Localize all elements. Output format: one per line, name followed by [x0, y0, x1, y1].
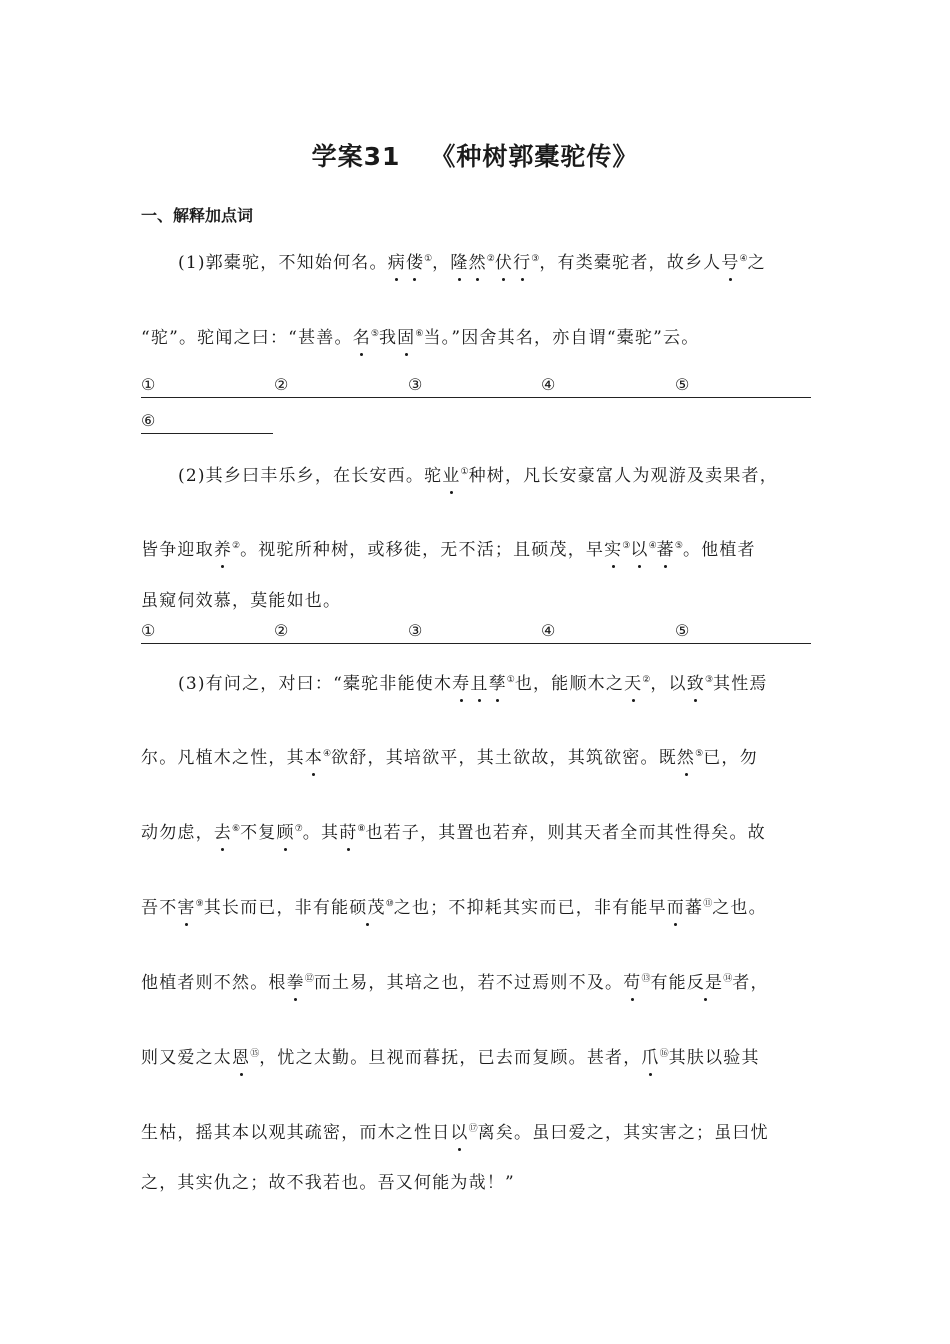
answer-row-1b[interactable] [141, 411, 273, 434]
note-number: ⑰ [468, 1124, 478, 1134]
dotted-word: 号 [721, 253, 740, 273]
note-number: ① [506, 675, 515, 685]
dotted-word: 业 [442, 466, 461, 486]
dotted-word: 硕茂 [349, 898, 386, 918]
answer-row-2[interactable] [141, 621, 811, 644]
note-number: ⑯ [659, 1049, 669, 1059]
note-number: ⑮ [250, 1049, 260, 1059]
dotted-word: 孳 [488, 674, 507, 694]
answer-marker: ① [141, 621, 156, 640]
dotted-word: 恩 [232, 1048, 251, 1068]
dotted-word: 苟 [623, 973, 642, 993]
dotted-word: 养 [213, 540, 233, 560]
dotted-word: 行 [513, 253, 532, 273]
dotted-word: 且 [470, 674, 489, 694]
answer-marker: ⑤ [675, 375, 690, 394]
document-title [0, 137, 950, 173]
dotted-word: 以 [630, 540, 649, 560]
answer-marker: ④ [541, 375, 556, 394]
note-number: ⑪ [703, 899, 713, 909]
p1-line-1: (1)郭橐驼，不知始何名。病偻①，隆然②伏行③，有类橐驼者，故乡人号④之 [178, 253, 766, 273]
note-number: ④ [648, 541, 657, 551]
p3-line-6: 则又爱之太恩⑮，忧之太勤。旦视而暮抚，已去而复顾。甚者，爪⑯其肤以验其 [141, 1048, 760, 1068]
dotted-word: 伏 [494, 253, 514, 273]
dotted-word: 顾 [276, 823, 295, 843]
note-number: ④ [323, 749, 332, 759]
note-number: ⑤ [370, 329, 379, 339]
note-number: ⑥ [415, 329, 424, 339]
p3-line-2: 尔。凡植木之性，其本④欲舒，其培欲平，其土欲故，其筑欲密。既然⑤已，勿 [141, 748, 758, 768]
p3-line-7: 生枯，摇其本以观其疏密，而木之性日以⑰离矣。虽曰爱之，其实害之；虽曰忧 [141, 1123, 769, 1143]
dotted-word: 反是 [686, 973, 724, 993]
p2-line-3: 虽窥伺效慕，莫能如也。 [141, 591, 342, 611]
note-number: ⑦ [294, 824, 303, 834]
dotted-word: 本 [304, 748, 324, 768]
dotted-word: 天 [624, 674, 643, 694]
answer-marker: ③ [408, 621, 423, 640]
answer-marker: ③ [408, 375, 423, 394]
dotted-word: 偻 [405, 253, 425, 273]
dotted-word: 然 [468, 253, 487, 273]
note-number: ① [460, 467, 469, 477]
p3-line-8: 之，其实仇之；故不我若也。吾又何能为哉！” [141, 1173, 515, 1193]
note-number: ③ [531, 254, 540, 264]
note-number: ③ [704, 675, 714, 685]
dotted-word: 以 [450, 1123, 469, 1143]
note-number: ② [642, 675, 651, 685]
dotted-word: 拳 [286, 973, 305, 993]
note-number: ⑨ [195, 899, 204, 909]
dotted-word: 莳 [339, 823, 358, 843]
dotted-word: 致 [686, 674, 705, 694]
answer-row-1[interactable] [141, 375, 811, 398]
dotted-word: 蕃 [656, 540, 675, 560]
note-number: ④ [739, 254, 748, 264]
p3-line-1: (3)有问之，对曰：“橐驼非能使木寿且孳①也，能顺木之天②，以致③其性焉 [178, 674, 768, 694]
note-number: ⑬ [641, 974, 651, 984]
dotted-word: 病 [387, 253, 406, 273]
note-number: ⑧ [357, 824, 366, 834]
p3-line-5: 他植者则不然。根拳⑫而土易，其培之也，若不过焉则不及。苟⑬有能反是⑭者， [141, 973, 769, 993]
note-number: ② [486, 254, 495, 264]
dotted-word: 实 [604, 540, 623, 560]
section-heading: 一、解释加点词 [141, 206, 254, 225]
dotted-word: 早而蕃 [648, 898, 704, 918]
dotted-word: 爪 [641, 1048, 660, 1068]
p2-line-2: 皆争迎取养②。视驼所种树，或移徙，无不活；且硕茂，早实③以④蕃⑤。他植者 [141, 540, 756, 560]
note-number: ⑫ [304, 974, 314, 984]
dotted-word: 寿 [452, 674, 471, 694]
dotted-word: 然 [676, 748, 696, 768]
dotted-word: 隆 [450, 253, 469, 273]
note-number: ⑤ [695, 749, 704, 759]
title-text: 《种树郭橐驼传》 [430, 142, 639, 171]
answer-marker: ① [141, 375, 156, 394]
note-number: ⑤ [674, 541, 683, 551]
answer-marker: ② [274, 621, 289, 640]
p2-line-1: (2)其乡曰丰乐乡，在长安西。驼业①种树，凡长安豪富人为观游及卖果者， [178, 466, 778, 486]
answer-marker: ⑤ [675, 621, 690, 640]
note-number: ① [424, 254, 433, 264]
note-number: ③ [622, 541, 631, 551]
note-number: ⑭ [723, 974, 733, 984]
answer-marker: ④ [541, 621, 556, 640]
p1-line-2: “驼”。驼闻之曰：“甚善。名⑤我固⑥当。”因舍其名，亦自谓“橐驼”云。 [141, 328, 700, 348]
answer-marker: ② [274, 375, 289, 394]
title-lesson: 学案31 [311, 142, 401, 171]
dotted-word: 去 [213, 823, 233, 843]
note-number: ② [232, 541, 241, 551]
dotted-word: 害 [177, 898, 196, 918]
p3-line-3: 动勿虑，去⑥不复顾⑦。其莳⑧也若子，其置也若弃，则其天者全而其性得矣。故 [141, 823, 766, 843]
dotted-word: 名 [352, 328, 371, 348]
answer-marker: ⑥ [141, 411, 156, 430]
dotted-word: 固 [397, 328, 416, 348]
note-number: ⑥ [232, 824, 241, 834]
note-number: ⑩ [385, 899, 394, 909]
p3-line-4: 吾不害⑨其长而已，非有能硕茂⑩之也；不抑耗其实而已，非有能早而蕃⑪之也。 [141, 898, 767, 918]
